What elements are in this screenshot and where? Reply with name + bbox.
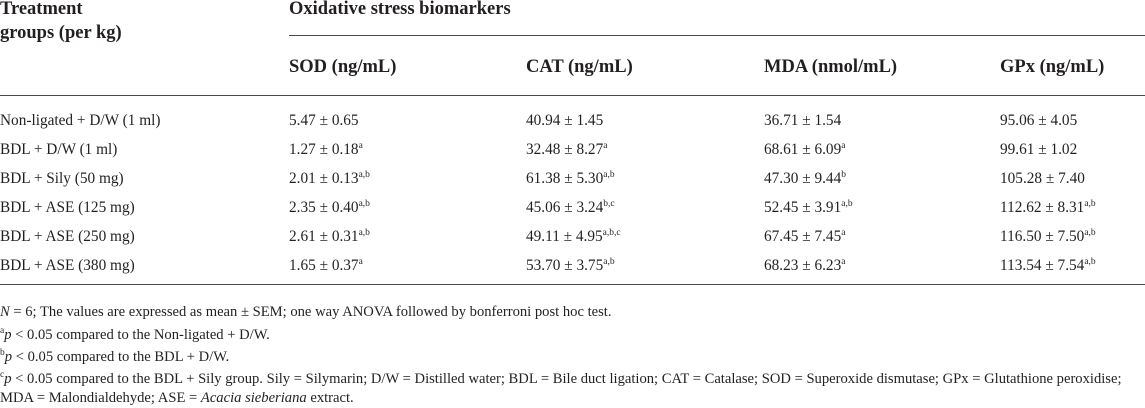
mda-cell: $52.45 \pm 3.91^{a,b}$	[764, 199, 853, 216]
gpx-cell: $116.50 \pm 7.50^{a,b}$	[1000, 228, 1096, 245]
gpx-cell: $112.62 \pm 8.31^{a,b}$	[1000, 199, 1096, 216]
mda-column-header: MDA (nmol/mL)	[764, 57, 898, 77]
gpx-cell: 95.06 ± 4.05	[1000, 112, 1078, 129]
footnote-a: $^a$p < 0.05 compared to the Non-ligated + D/W.	[0, 326, 270, 343]
footnote-c: $^c$p < 0.05 compared to the BDL + Sily group. Sily = Silymarin; D/W = Distilled water; BDL = Bile duct ligation; CAT = Catalase; SOD = Superoxide dismutase; GPx = Glutathione peroxidise;	[0, 370, 1122, 387]
group-cell: BDL + ASE (380 mg)	[0, 257, 135, 274]
sod-cell: $2.01 \pm 0.13^{a,b}$	[289, 170, 370, 187]
biomarkers-header: Oxidative stress biomarkers	[289, 0, 511, 19]
footnote-n: N = 6; The values are expressed as mean ± SEM; one way ANOVA followed by bonferroni post hoc test.	[0, 304, 612, 320]
footnote-b: $^b$p < 0.05 compared to the BDL + D/W.	[0, 348, 230, 365]
gpx-cell: 105.28 ± 7.40	[1000, 170, 1085, 187]
gpx-column-header: GPx (ng/mL)	[1000, 57, 1105, 77]
cat-cell: 40.94 ± 1.45	[526, 112, 604, 129]
cat-cell: $61.38 \pm 5.30^{a,b}$	[526, 170, 615, 187]
group-cell: BDL + ASE (250 mg)	[0, 228, 135, 245]
sod-cell: 1.65 ± 0.37$^a$	[289, 257, 363, 274]
sod-column-header: SOD (ng/mL)	[289, 57, 397, 77]
group-cell: Non-ligated + D/W (1 ml)	[0, 112, 161, 129]
header-subrule	[289, 35, 1145, 36]
sod-cell: 5.47 ± 0.65	[289, 112, 359, 129]
treatment-header-line1: Treatment	[0, 0, 83, 19]
cat-cell: $45.06 \pm 3.24^{b,c}$	[526, 199, 615, 216]
mda-cell: 36.71 ± 1.54	[764, 112, 842, 129]
footnote-abbreviations: MDA = Malondialdehyde; ASE = Acacia sieberiana extract.	[0, 390, 354, 406]
header-bottom-rule	[0, 95, 1145, 96]
cat-column-header: CAT (ng/mL)	[526, 57, 633, 77]
gpx-cell: 99.61 ± 1.02	[1000, 141, 1078, 158]
treatment-header-line2: groups (per kg)	[0, 23, 122, 43]
group-cell: BDL + Sily (50 mg)	[0, 170, 124, 187]
gpx-cell: $113.54 \pm 7.54^{a,b}$	[1000, 257, 1096, 274]
mda-cell: 68.23 ± 6.23$^a$	[764, 257, 846, 274]
mda-cell: 67.45 ± 7.45$^a$	[764, 228, 846, 245]
group-cell: BDL + D/W (1 ml)	[0, 141, 118, 158]
mda-cell: 68.61 ± 6.09$^a$	[764, 141, 846, 158]
mda-cell: 47.30 ± 9.44$^b$	[764, 170, 846, 187]
table-bottom-rule	[0, 284, 1145, 285]
sod-cell: $2.35 \pm 0.40^{a,b}$	[289, 199, 370, 216]
cat-cell: $49.11 \pm 4.95^{a,b,c}$	[526, 228, 621, 245]
group-cell: BDL + ASE (125 mg)	[0, 199, 135, 216]
cat-cell: $53.70 \pm 3.75^{a,b}$	[526, 257, 615, 274]
sod-cell: $2.61 \pm 0.31^{a,b}$	[289, 228, 370, 245]
sod-cell: 1.27 ± 0.18$^a$	[289, 141, 363, 158]
cat-cell: 32.48 ± 8.27$^a$	[526, 141, 608, 158]
